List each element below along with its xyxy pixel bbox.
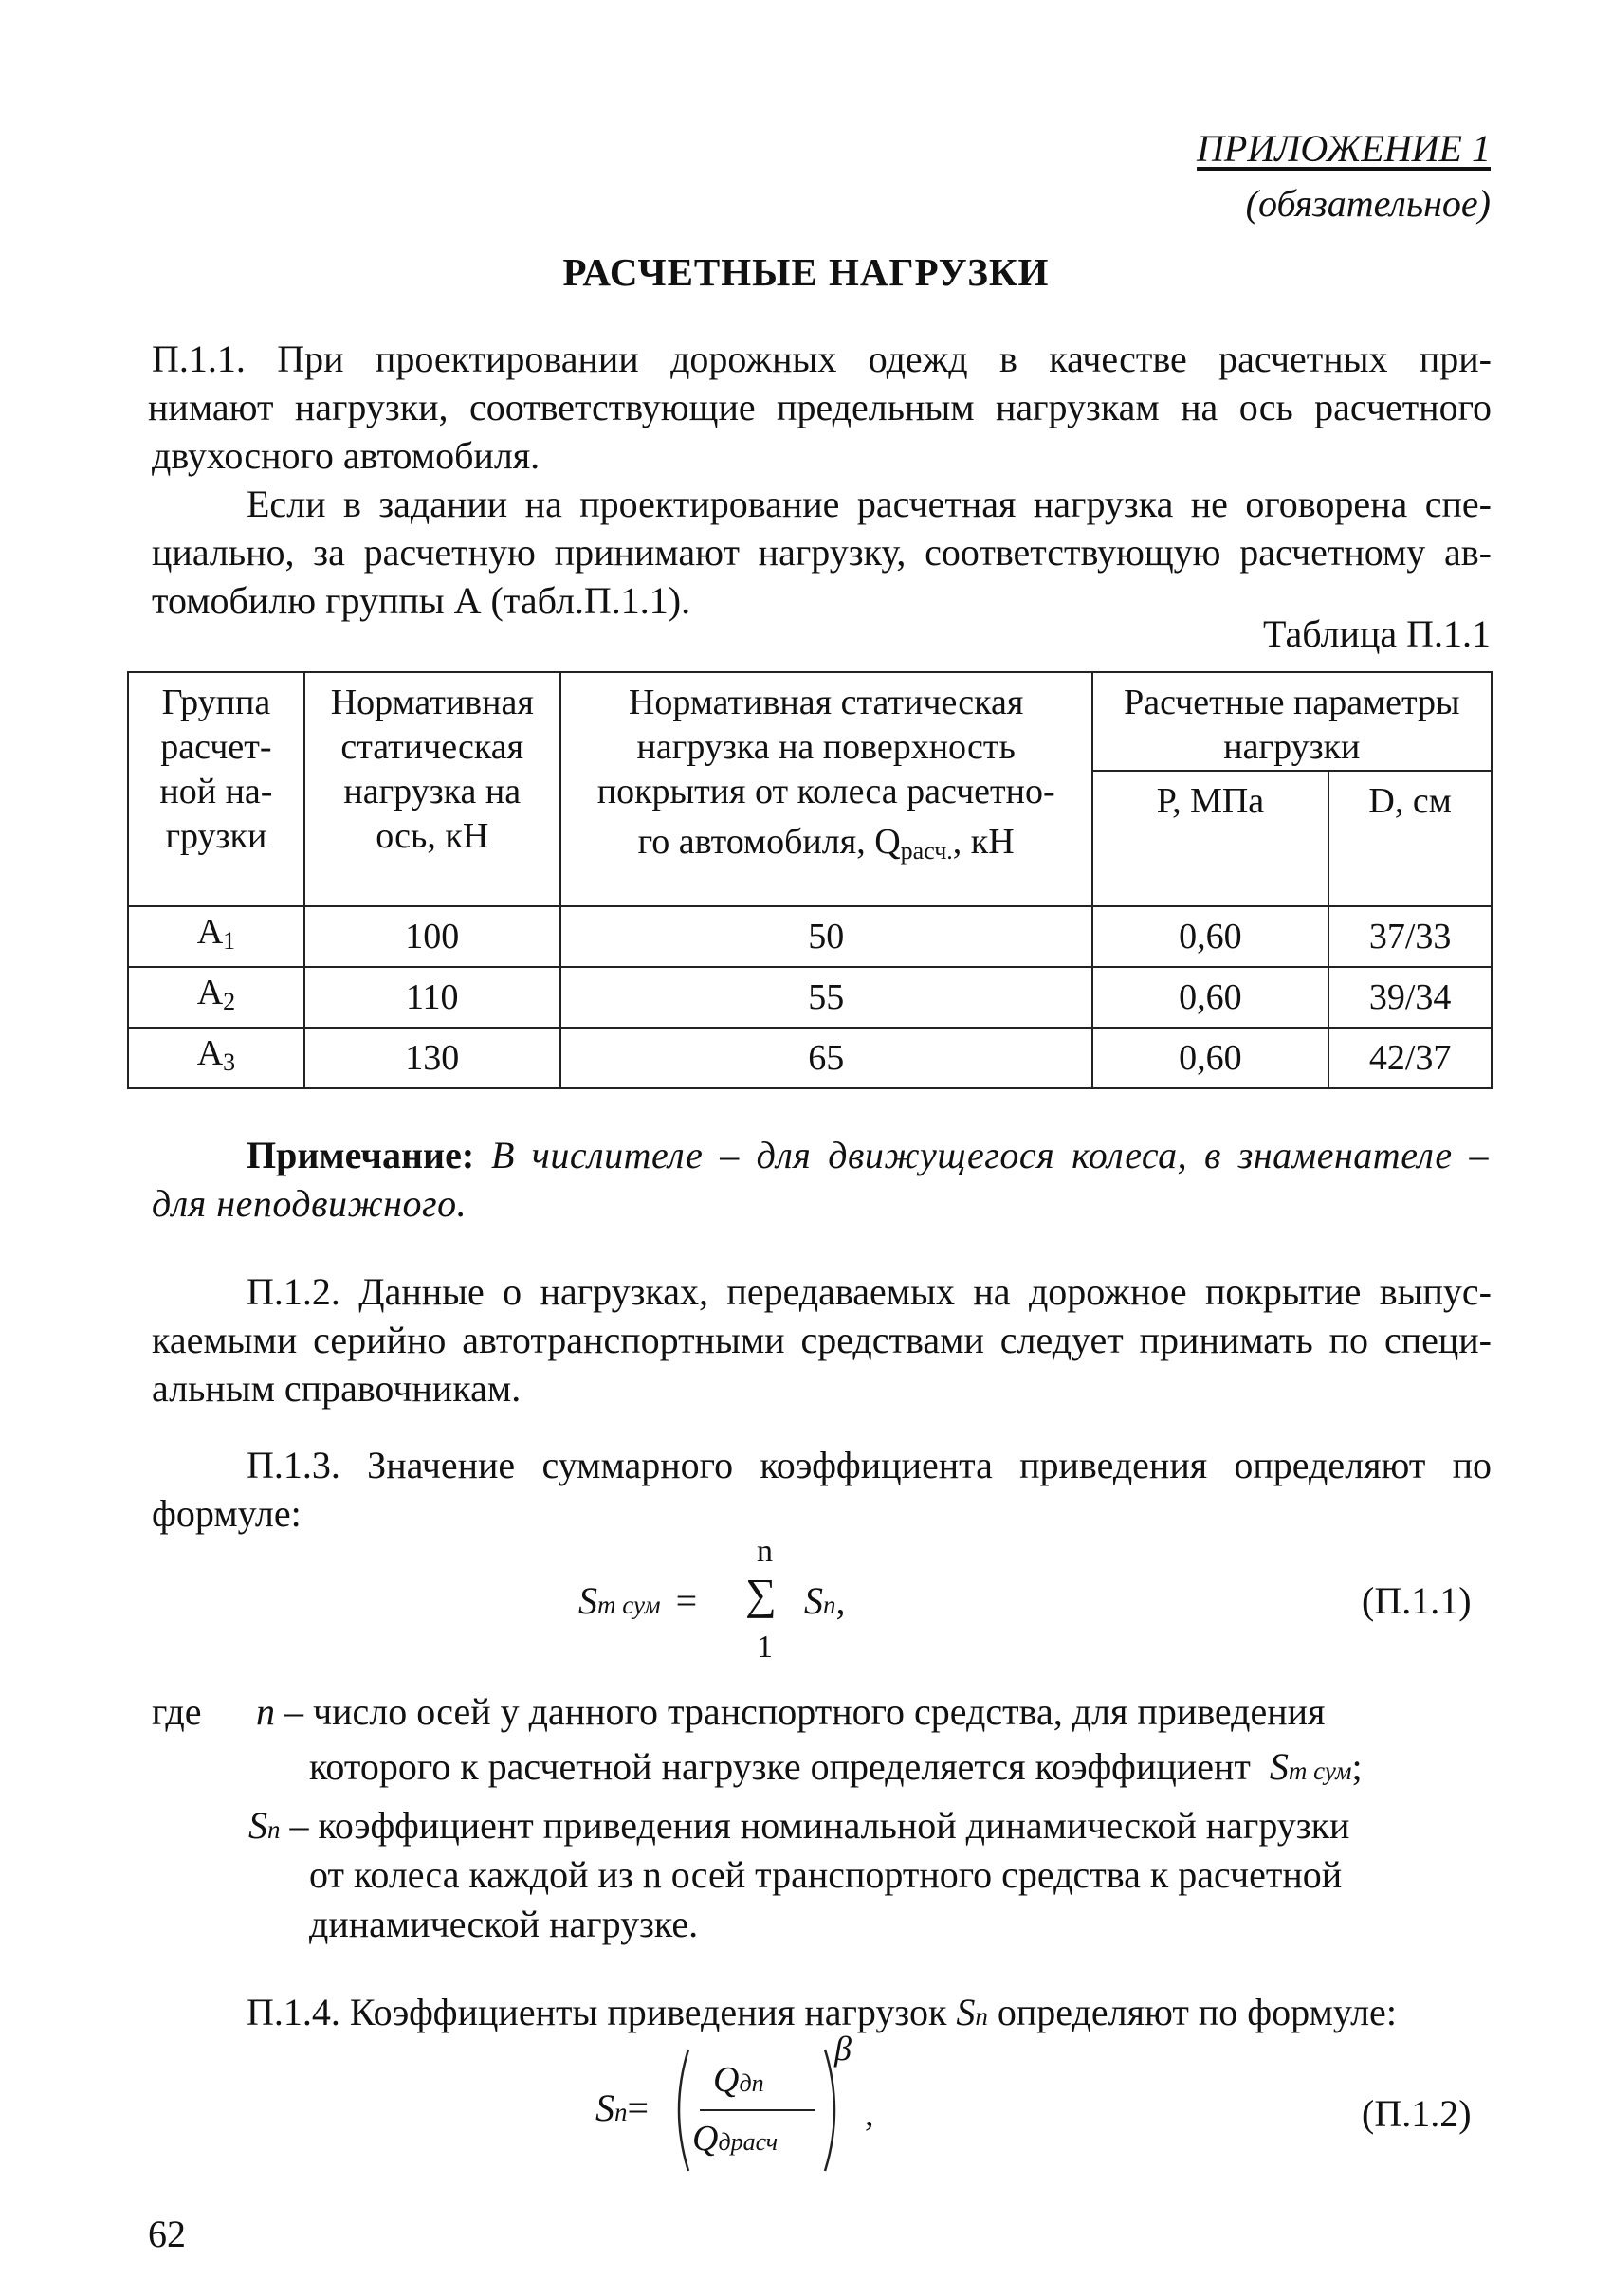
exponent-beta: β	[834, 2030, 852, 2068]
paragraph-line: Если в задании на проектирование расчетная нагрузка не оговорена спе-	[247, 483, 1492, 525]
paragraph-line: томобилю группы А (табл.П.1.1).	[152, 579, 691, 622]
appendix-label: ПРИЛОЖЕНИЕ 1	[1197, 127, 1491, 170]
page-title: РАСЧЕТНЫЕ НАГРУЗКИ	[562, 250, 1050, 294]
sigma-symbol: ∑	[745, 1570, 777, 1618]
paragraph-p111	[148, 335, 1492, 480]
table-header-row	[128, 672, 1492, 771]
header-diameter: D, см	[1328, 771, 1492, 906]
paragraph-line: П.1.3. Значение суммарного коэффициента приведения определяют по	[247, 1444, 1492, 1486]
appendix-header	[1197, 121, 1491, 231]
paragraph-line: П.1.1. При проектировании дорожных одежд в качестве расчетных при-	[152, 337, 1492, 380]
where-s-line2: от колеса каждой из n осей транспортного средства к расчетной	[309, 1853, 1343, 1896]
paragraph-p114: П.1.4. Коэффициенты приведения нагрузок Sn определяют по формуле:	[247, 1991, 1397, 2033]
paragraph-line: нимают нагрузки, соответствующие предельным нагрузкам на ось расчетного	[148, 386, 1492, 428]
table-row: $A_1$ 100 50 0,60 37/33	[128, 906, 1492, 967]
paragraph-line: каемыми серийно автотранспортными средствами следует принимать по специ-	[152, 1319, 1492, 1361]
fraction-numerator: Qдn	[713, 2060, 764, 2100]
where-n-line1: n – число осей у данного транспортного средства, для приведения	[256, 1690, 1326, 1733]
paragraph-line: двухосного автомобиля.	[152, 434, 540, 477]
paragraph-line: циально, за расчетную принимают нагрузку, соответствующую расчетному ав-	[152, 531, 1492, 574]
header-surface-load: Нормативная статическая нагрузка на поверхность покрытия от колеса расчетно- го автомобиля, $Q_{расч.}$, кН	[560, 672, 1092, 906]
table-caption: Таблица П.1.1	[1263, 612, 1491, 655]
header-axle-load: Нормативная статическая нагрузка на ось, кН	[304, 672, 560, 906]
table-row: $A_3$ 130 65 0,60 42/37	[128, 1028, 1492, 1088]
header-group: Группа расчет- ной на- грузки	[128, 672, 304, 906]
where-s-line1: Sn – коэффициент приведения номинальной динамической нагрузки	[248, 1804, 1350, 1847]
fraction-denominator: Qдрасч	[692, 2119, 779, 2159]
equation-number: (П.1.1)	[1362, 1579, 1472, 1622]
header-params: Расчетные параметры нагрузки	[1092, 672, 1492, 771]
paragraph-line: альным справочникам.	[152, 1367, 522, 1410]
table-note: Примечание: В числителе – для движущегося колеса, в знаменателе – для неподвижного.	[152, 1134, 1489, 1225]
document-page: ПРИЛОЖЕНИЕ 1 (обязательное) РАСЧЕТНЫЕ НАГРУЗКИ П.1.1. При проектировании дорожных одежд в качестве расчетных при- нимают нагрузки, соответствующие предельным нагрузкам на ось расчетного двухосного автомобиля. Если в задании на проектирование расчетная нагрузка не оговорена спе- циально, за расчетную принимают нагрузку, соответствующую расчетному ав- томобилю группы А (табл.П.1.1). Таблица П.1.1 Группа расчет- ной на- грузки Нормативная статическая нагрузка на ось, кН Нормативная статическая нагрузка на поверхность покрытия от колеса расчетно- го автомобиля, $Q_{расч.}$, кН Расчетные параметры нагрузки Р, МПа D, см $A_1$ 100 50 0,60 37/33 $A_2$ 110 55 0,60 39/34 $A_3$ 130 65 0,60 42/37 Примечание: В числителе – для движущегося колеса, в знаменателе – для неподвижного. П.1.2. Данные о нагрузках, передаваемых на дорожное покрытие выпус- каемыми серийно автотранспортными средствами следует принимать по специ- альным справочникам. П.1.3. Значение суммарного коэффициента приведения определяют по формуле: Sm сум = ∑ n 1 Sn, (П.1.1) где n – число осей у данного транспортного средства, для приведения которого к расчетной нагрузке определяется коэффициент Sm сум; Sn – коэффициент приведения номинальной динамической нагрузки от колеса каждой из n осей транспортного средства к расчетной динамической нагрузке. П.1.4. Коэффициенты приведения нагрузок Sn определяют по формуле: Sn= Qдn Qдрасч β , (П.1.2) 62	[0, 0, 1612, 2296]
header-pressure: Р, МПа	[1092, 771, 1329, 906]
paragraph-line: П.1.2. Данные о нагрузках, передаваемых на дорожное покрытие выпус-	[247, 1270, 1492, 1313]
appendix-status: (обязательное)	[1245, 182, 1491, 225]
where-label: где	[152, 1690, 202, 1733]
page-number: 62	[148, 2213, 186, 2255]
paragraph-p112	[152, 1267, 1492, 1412]
equation-number: (П.1.2)	[1362, 2092, 1472, 2135]
table-row: $A_2$ 110 55 0,60 39/34	[128, 967, 1492, 1028]
paragraph-p113	[152, 1441, 1492, 1538]
note-label: Примечание:	[247, 1134, 475, 1176]
paragraph-line: формуле:	[152, 1492, 302, 1535]
paragraph-p111b	[152, 480, 1492, 625]
where-s-line3: динамической нагрузке.	[309, 1903, 699, 1945]
where-n-line2: которого к расчетной нагрузке определяется коэффициент Sm сум;	[309, 1745, 1363, 1788]
loads-table	[127, 671, 1493, 1089]
